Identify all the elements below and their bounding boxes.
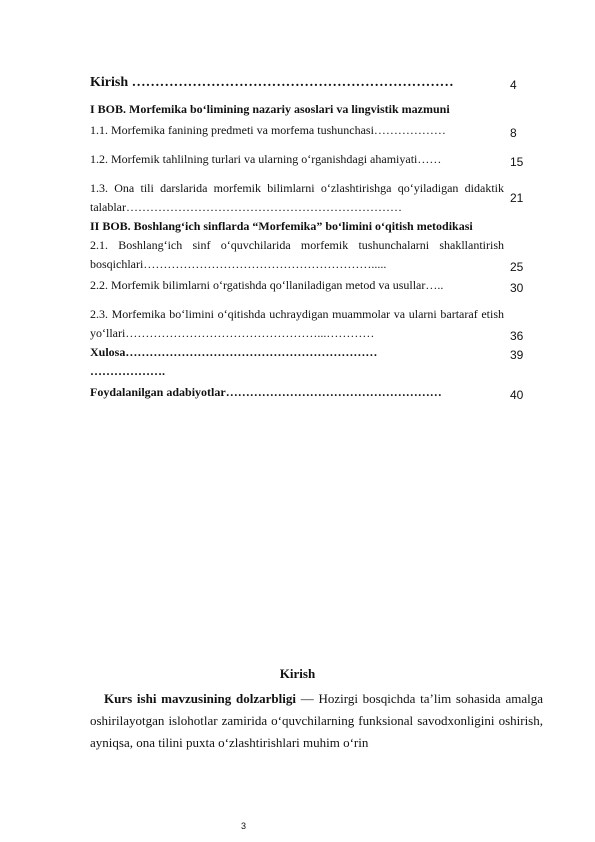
toc-entry	[90, 343, 550, 362]
toc-entry	[90, 217, 550, 236]
toc-entry-page: 36	[510, 329, 524, 343]
page-number: 3	[241, 821, 247, 831]
toc-entry-text: I BOB. Morfemika bo‘limining nazariy asoslari va lingvistik mazmuni	[90, 102, 450, 116]
toc-entry-page: 8	[510, 126, 517, 140]
toc-entry-text: 2.1. Boshlang‘ich sinf o‘quvchilarida morfemik tushunchalarni shakllantirish bosqichlari………………………………………………….....	[90, 238, 504, 271]
toc-entry-page: 4	[510, 78, 517, 92]
toc-entry	[90, 276, 550, 295]
toc-entry	[90, 305, 550, 343]
intro-bold-lead: Kurs ishi mavzusining dolzarbligi	[104, 691, 296, 706]
toc-entry-page: 25	[510, 260, 524, 274]
toc-entry	[90, 100, 550, 119]
intro-text: — Hozirgi bosqichda ta’lim sohasida amalga oshirilayotgan islohotlar zamirida o‘quvchilarning funksional savodxonligini oshirish, ayniqsa, ona tilini puxta o‘zlashtirishlari muhim o‘rin	[90, 691, 543, 750]
toc-entry-text: 1.2. Morfemik tahlilning turlari va ularning o‘rganishdagi ahamiyati……	[90, 152, 442, 166]
intro-paragraph	[90, 688, 543, 754]
toc-entry-text: ……………….	[90, 364, 165, 378]
toc-entry	[90, 121, 550, 140]
toc-entry	[90, 362, 550, 381]
toc-entry-text: Kirish ……………………………………………………………	[90, 75, 454, 90]
section-title: Kirish	[279, 666, 316, 681]
toc-entry	[90, 66, 550, 92]
toc-entry-page: 40	[510, 388, 524, 402]
toc-entry-text: 1.1. Morfemika fanining predmeti va morfema tushunchasi………………	[90, 123, 446, 137]
toc-entry-page: 39	[510, 348, 524, 362]
toc-entry-text: 2.2. Morfemik bilimlarni o‘rgatishda qo‘llaniladigan metod va usullar…..	[90, 278, 444, 292]
toc-entry-text: 1.3. Ona tili darslarida morfemik bilimlarni o‘zlashtirishga qo‘yiladigan didaktik talablar……………………………………………………………	[90, 181, 504, 214]
toc-entry-page: 30	[510, 281, 524, 295]
toc-entry-page: 21	[510, 191, 524, 205]
toc-entry-text: Xulosa………………………………………………………	[90, 345, 378, 359]
toc-entry-text: Foydalanilgan adabiyotlar………………………………………………	[90, 385, 442, 399]
table-of-contents	[90, 66, 550, 402]
toc-entry-page: 15	[510, 155, 524, 169]
toc-entry	[90, 383, 550, 402]
toc-entry-text: II BOB. Boshlang‘ich sinflarda “Morfemika” bo‘limini o‘qitish metodikasi	[90, 219, 473, 233]
toc-entry	[90, 150, 550, 169]
toc-entry	[90, 236, 550, 274]
toc-entry-text: 2.3. Morfemika bo‘limini o‘qitishda uchraydigan muammolar va ularni bartaraf etish yo‘llari…………………………………………...…………	[90, 307, 504, 340]
toc-entry	[90, 179, 550, 217]
